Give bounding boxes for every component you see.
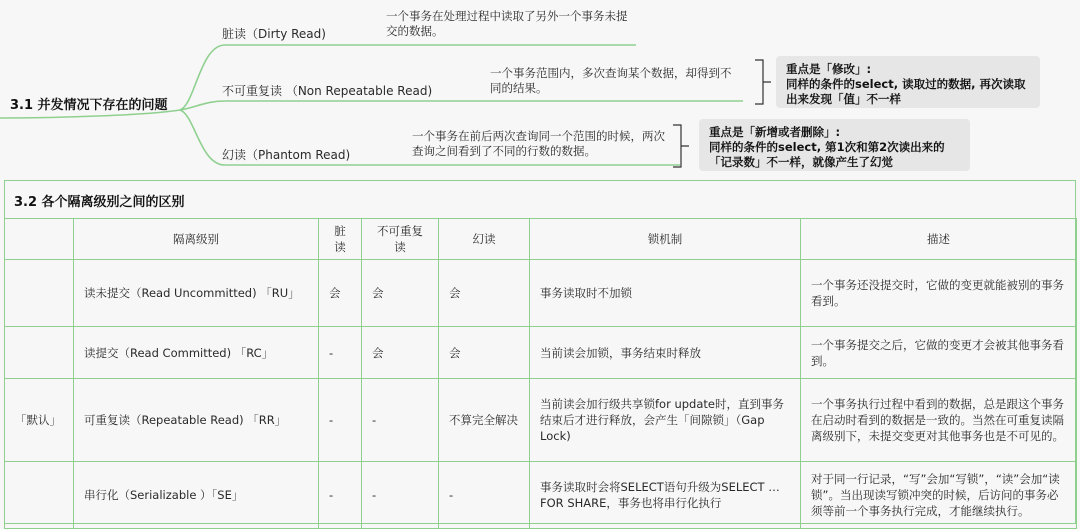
cell-phantom: 不算完全解决: [439, 379, 530, 462]
cell-phantom: 会: [439, 327, 530, 379]
branch-non-repeatable: [180, 101, 743, 110]
table-row: [5, 379, 1077, 462]
cell-dirty: -: [319, 327, 362, 379]
topic-non-repeatable-read: 不可重复读 （Non Repeatable Read): [222, 84, 433, 98]
note-bracket-2: [673, 125, 689, 167]
isolation-level-table: [4, 218, 1077, 529]
header-non-repeatable-read: 不可重复读: [362, 219, 439, 260]
cell-nonrepeat: 会: [362, 260, 439, 327]
header-description: 描述: [801, 219, 1077, 260]
cell-lock: 事务读取时不加锁: [530, 260, 801, 327]
cell-default: [5, 462, 74, 529]
cell-phantom: -: [439, 462, 530, 529]
cell-level: 读未提交（Read Uncommitted) 「RU」: [74, 260, 319, 327]
desc-non-repeatable-read: 一个事务范围内，多次查询某个数据，却得到不同的结果。: [490, 66, 732, 95]
section1-title: 3.1 并发情况下存在的问题: [10, 98, 168, 113]
cell-nonrepeat: -: [362, 379, 439, 462]
table-row: [5, 462, 1077, 529]
cell-lock: 当前读会加行级共享锁for update时，直到事务结束后才进行释放，会产生「间隙锁」（Gap Lock): [530, 379, 801, 462]
header-isolation-level: 隔离级别: [74, 219, 319, 260]
cell-desc: 一个事务执行过程中看到的数据，总是跟这个事务在启动时看到的数据是一致的。当然在可重复读隔离级别下，未提交变更对其他事务也是不可见的。: [801, 379, 1077, 462]
cell-dirty: 会: [319, 260, 362, 327]
note-modify: 重点是「修改」: 同样的条件的select, 读取过的数据, 再次读取出来发现「值」不一样: [776, 56, 1040, 108]
cell-default: [5, 260, 74, 327]
table-row: [5, 260, 1077, 327]
header-lock-mechanism: 锁机制: [530, 219, 801, 260]
header-phantom-read: 幻读: [439, 219, 530, 260]
cell-default: 「默认」: [5, 379, 74, 462]
note-insert-delete: 重点是「新增或者删除」: 同样的条件的select, 第1次和第2次读出来的「记录数」不一样，就像产生了幻觉: [699, 119, 970, 171]
cell-nonrepeat: -: [362, 462, 439, 529]
note-bracket-1: [755, 60, 771, 104]
cell-nonrepeat: 会: [362, 327, 439, 379]
header-dirty-read: 脏读: [319, 219, 362, 260]
desc-phantom-read: 一个事务在前后两次查询同一个范围的时候，两次查询之间看到了不同的行数的数据。: [412, 129, 665, 158]
cell-default: [5, 327, 74, 379]
cell-lock: 事务读取时会将SELECT语句升级为SELECT … FOR SHARE，事务也将串行化执行: [530, 462, 801, 529]
table-header-row: [5, 219, 1077, 260]
section2-title: 3.2 各个隔离级别之间的区别: [14, 195, 185, 210]
cell-level: 可重复读（Repeatable Read) 「RR」: [74, 379, 319, 462]
cell-level: 读提交（Read Committed) 「RC」: [74, 327, 319, 379]
desc-dirty-read: 一个事务在处理过程中读取了另外一个事务未提交的数据。: [386, 9, 628, 38]
cell-desc: 对于同一行记录，“写”会加“写锁”，“读”会加“读锁”。当出现读写锁冲突的时候，后访问的事务必须等前一个事务执行完成，才能继续执行。: [801, 462, 1077, 529]
cell-dirty: -: [319, 379, 362, 462]
cell-level: 串行化（Serializable ）「SE」: [74, 462, 319, 529]
cell-desc: 一个事务还没提交时，它做的变更就能被别的事务看到。: [801, 260, 1077, 327]
table-row: [5, 327, 1077, 379]
header-cell: [5, 219, 74, 260]
topic-phantom-read: 幻读（Phantom Read): [222, 148, 351, 162]
cell-phantom: 会: [439, 260, 530, 327]
topic-dirty-read: 脏读（Dirty Read): [222, 27, 326, 41]
cell-desc: 一个事务提交之后，它做的变更才会被其他事务看到。: [801, 327, 1077, 379]
cell-dirty: -: [319, 462, 362, 529]
cell-lock: 当前读会加锁，事务结束时释放: [530, 327, 801, 379]
